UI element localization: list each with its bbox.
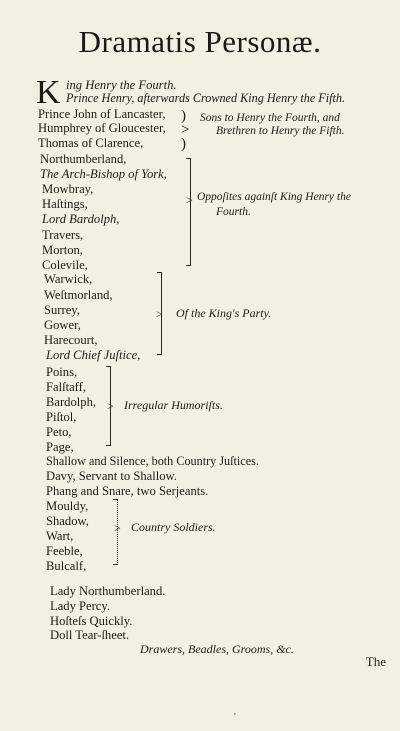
poins-line: Poins, — [46, 365, 78, 379]
brace-point-opposites: > — [186, 193, 193, 207]
pistol-line: Piſtol, — [46, 410, 77, 424]
prince-henry-line: Prince Henry, afterwards Crowned King Henry the Fifth. — [66, 91, 346, 105]
westmorland-line: Weſtmorland, — [44, 288, 113, 302]
brace-point-humorists: > — [107, 399, 114, 413]
brace-glyph-sons: ) > ) — [181, 108, 190, 152]
page-line: Page, — [46, 440, 74, 454]
shallow-line: Shallow and Silence, both Country Juſtices. — [46, 454, 259, 468]
morton-line: Morton, — [42, 243, 83, 257]
mouldy-line: Mouldy, — [46, 499, 89, 513]
attendants-line: Drawers, Beadles, Grooms, &c. — [140, 642, 294, 656]
phang-line: Phang and Snare, two Serjeants. — [46, 484, 209, 498]
margin-mark: ' — [234, 712, 236, 723]
davy-line: Davy, Servant to Shallow. — [46, 469, 177, 483]
hostess-line: Hoſteſs Quickly. — [50, 614, 133, 628]
peto-line: Peto, — [46, 425, 72, 439]
falstaff-line: Falſtaff, — [46, 380, 86, 394]
travers-line: Travers, — [42, 228, 84, 242]
chief-justice-line: Lord Chief Juſtice, — [46, 348, 141, 362]
brace-point-soldiers: > — [114, 521, 121, 535]
hastings-line: Haſtings, — [42, 197, 88, 211]
kings-party-note: Of the King's Party. — [176, 306, 272, 320]
bulcalf-line: Bulcalf, — [46, 559, 87, 573]
warwick-line: Warwick, — [44, 272, 93, 286]
sons-note-1: Sons to Henry the Fourth, and — [200, 112, 340, 124]
bardolph-line: Bardolph, — [46, 395, 97, 409]
thomas-line: Thomas of Clarence, — [38, 136, 144, 150]
humphrey-line: Humphrey of Gloucester, — [38, 121, 166, 135]
king-henry-line: ing Henry the Fourth. — [66, 78, 177, 92]
drop-cap: K — [36, 74, 61, 111]
opposites-note-1: Oppoſites againſt King Henry the — [197, 191, 351, 203]
surrey-line: Surrey, — [44, 303, 80, 317]
brace-point-kings-party: > — [156, 307, 163, 321]
sons-note-2: Brethren to Henry the Fifth. — [216, 125, 345, 137]
humorists-note: Irregular Humoriſts. — [124, 398, 223, 412]
brace-opposites — [190, 158, 191, 266]
feeble-line: Feeble, — [46, 544, 83, 558]
prince-john-line: Prince John of Lancaster, — [38, 107, 166, 121]
opposites-note-2: Fourth. — [216, 206, 251, 218]
country-soldiers-note: Country Soldiers. — [131, 520, 216, 534]
wart-line: Wart, — [46, 529, 74, 543]
page-title: Dramatis Personæ. — [78, 24, 322, 59]
doll-line: Doll Tear-ſheet. — [50, 628, 130, 642]
lady-northumberland-line: Lady Northumberland. — [50, 584, 166, 598]
lord-bardolph-line: Lord Bardolph, — [42, 212, 120, 226]
shadow-line: Shadow, — [46, 514, 89, 528]
colevile-line: Colevile, — [42, 258, 88, 272]
archbishop-line: The Arch-Bishop of York, — [40, 167, 167, 181]
harecourt-line: Harecourt, — [44, 333, 98, 347]
lady-percy-line: Lady Percy. — [50, 599, 111, 613]
northumberland-line: Northumberland, — [40, 152, 127, 166]
gower-line: Gower, — [44, 318, 81, 332]
catchword: The — [365, 654, 386, 669]
mowbray-line: Mowbray, — [42, 182, 94, 196]
